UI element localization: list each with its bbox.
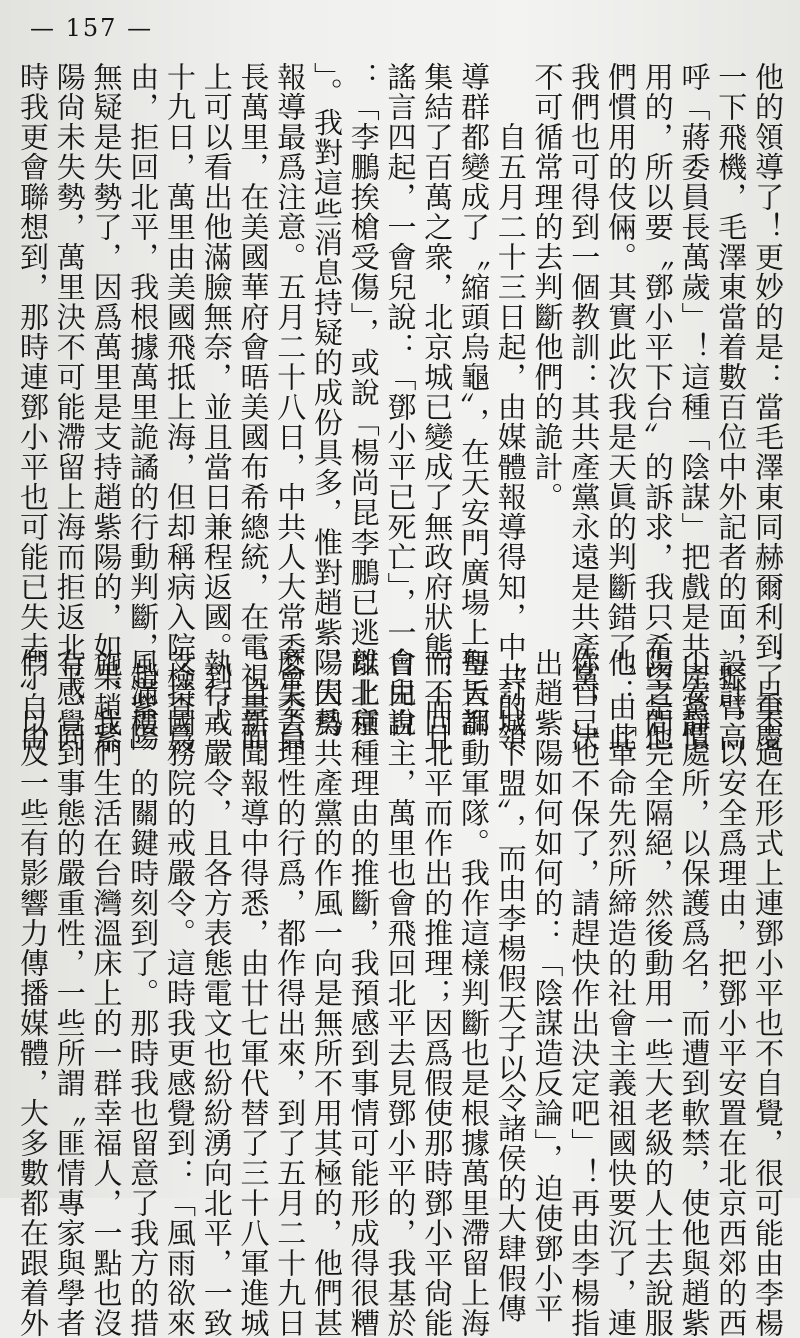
text-block-top [16, 62, 785, 752]
text-column: 自由自主，萬里也會飛回北平去見鄧小平的，我基於 [383, 648, 418, 1338]
text-column: 長萬里，在美國華府會晤美國布希總統，在電視畫面 [236, 62, 271, 752]
text-column: 以上種種理由的推斷，我預感到事情可能形成得很糟 [346, 648, 381, 1338]
text-column: 支持國務院的戒嚴令。這時我更感覺到：「風雨欲來 [163, 648, 197, 1338]
text-column: 出趙紫陽如何如何的：「陰謀造反論」，迫使鄧小平 [530, 648, 565, 1324]
text-column: 謠言四起，一會兒說：「鄧小平已死亡」，一會兒說 [383, 62, 418, 738]
text-column: 陽之間完全隔絕，然後動用一些大老級的人士去說服 [640, 648, 675, 1338]
text-column: 他：「革命先烈所締造的社會主義祖國快要沉了，連 [604, 648, 638, 1338]
text-column: 一下飛機，毛澤東當着數百位中外記者的面，振臂高 [714, 62, 749, 752]
text-column: 設計，以安全爲理由，把鄧小平安置在北京西郊的西 [714, 648, 749, 1338]
text-column: 麽失去理性的行爲，都作得出來，到了五月二十九日 [273, 648, 308, 1338]
text-column: 施，我們生活在台灣溫床上的一群幸福人，一點也沒 [89, 648, 124, 1338]
text-column: 們〞以及一些有影響力傳播媒體，大多數都在跟着外 [16, 648, 50, 1338]
text-column: 他的領導了！更妙的是：當毛澤東同赫爾利到了重慶 [751, 62, 785, 752]
text-column: 上可以看出他滿臉無奈，並且當日兼程返國。到了二 [199, 62, 234, 752]
text-column: 」。我對這些消息持疑的成份具多，惟對趙紫陽失勢 [310, 62, 344, 738]
text-column: 由，拒回北平，我根據萬里詭譎的行動判斷，趙紫陽 [126, 62, 161, 752]
text-column: 報導最爲注意。五月二十八日，中共人大常委會委員 [273, 62, 308, 752]
text-column: 導群都變成了〝縮頭烏龜〞，在天安門廣場上每天都 [457, 62, 491, 738]
page-number: — 157 — [30, 14, 154, 42]
text-column: 山安靜處所，以保護爲名，而遭到軟禁，使他與趙紫 [677, 648, 712, 1338]
text-column: 聖旨調動軍隊。我作這樣判斷也是根據萬里滯留上海 [457, 648, 491, 1338]
text-column: 時我更會聯想到，那時連鄧小平也可能已失去了自由 [16, 62, 50, 752]
text-column: 集結了百萬之衆，北京城已變成了無政府狀態，而且 [420, 62, 455, 752]
text-column: ，只不過在形式上連鄧小平也不自覺，很可能由李楊 [751, 648, 785, 1338]
text-column: 自五月二十三日起，由媒體報導得知，中共的領 [493, 62, 528, 752]
text-column: 〝訂城下盟〞，而由李楊假天子以令諸侯的大肆假傳 [493, 648, 528, 1324]
text-column: ，自新聞報導中得悉，由廿七軍代替了三十八軍進城 [236, 648, 271, 1338]
text-column: 呼「蔣委員長萬歲」！這種「陰謀」把戲是共產黨慣 [677, 62, 712, 752]
text-column: 陽尙未失勢，萬里決不可能滯留上海而拒返北平，同 [52, 62, 87, 752]
text-column: 十九日，萬里由美國飛抵上海，但却稱病入院檢查爲 [163, 62, 197, 752]
text-column: 你自己也不保了，請趕快作出決定吧」！再由李楊指 [567, 648, 602, 1338]
text-column: 無疑是失勢了，因爲萬里是支持趙紫陽的，如果趙紫 [89, 62, 124, 752]
text-column: 不可循常理的去判斷他們的詭計。 [530, 62, 565, 512]
text-column: 們慣用的伎倆。其實此次我是天眞的判斷錯了，由此 [604, 62, 638, 752]
text-column: 執行戒嚴令，且各方表態電文也紛紛湧向北平，一致 [199, 648, 234, 1338]
text-column: 我們也可得到一個教訓：其共產黨永遠是共產黨，決 [567, 62, 602, 752]
text-column: 風滿樓」的關鍵時刻到了。那時我也留意了我方的措 [126, 648, 161, 1338]
text-column: 有感覺到事態的嚴重性，一些所謂〝匪情專家與學者 [52, 648, 87, 1338]
text-column: ：「李鵬挨槍受傷」，或說「楊尚昆李鵬已逃離北京 [346, 62, 381, 738]
text-column: ，因爲共產黨的作風一向是無所不用其極的，他們甚 [310, 648, 344, 1338]
text-column: 而不回北平而作出的推理；因爲假使那時鄧小平尙能 [420, 648, 455, 1338]
text-column: 用的，所以要〝鄧小平下台〞的訴求，我只希望是他 [640, 62, 675, 752]
text-block-bottom [16, 648, 785, 1338]
